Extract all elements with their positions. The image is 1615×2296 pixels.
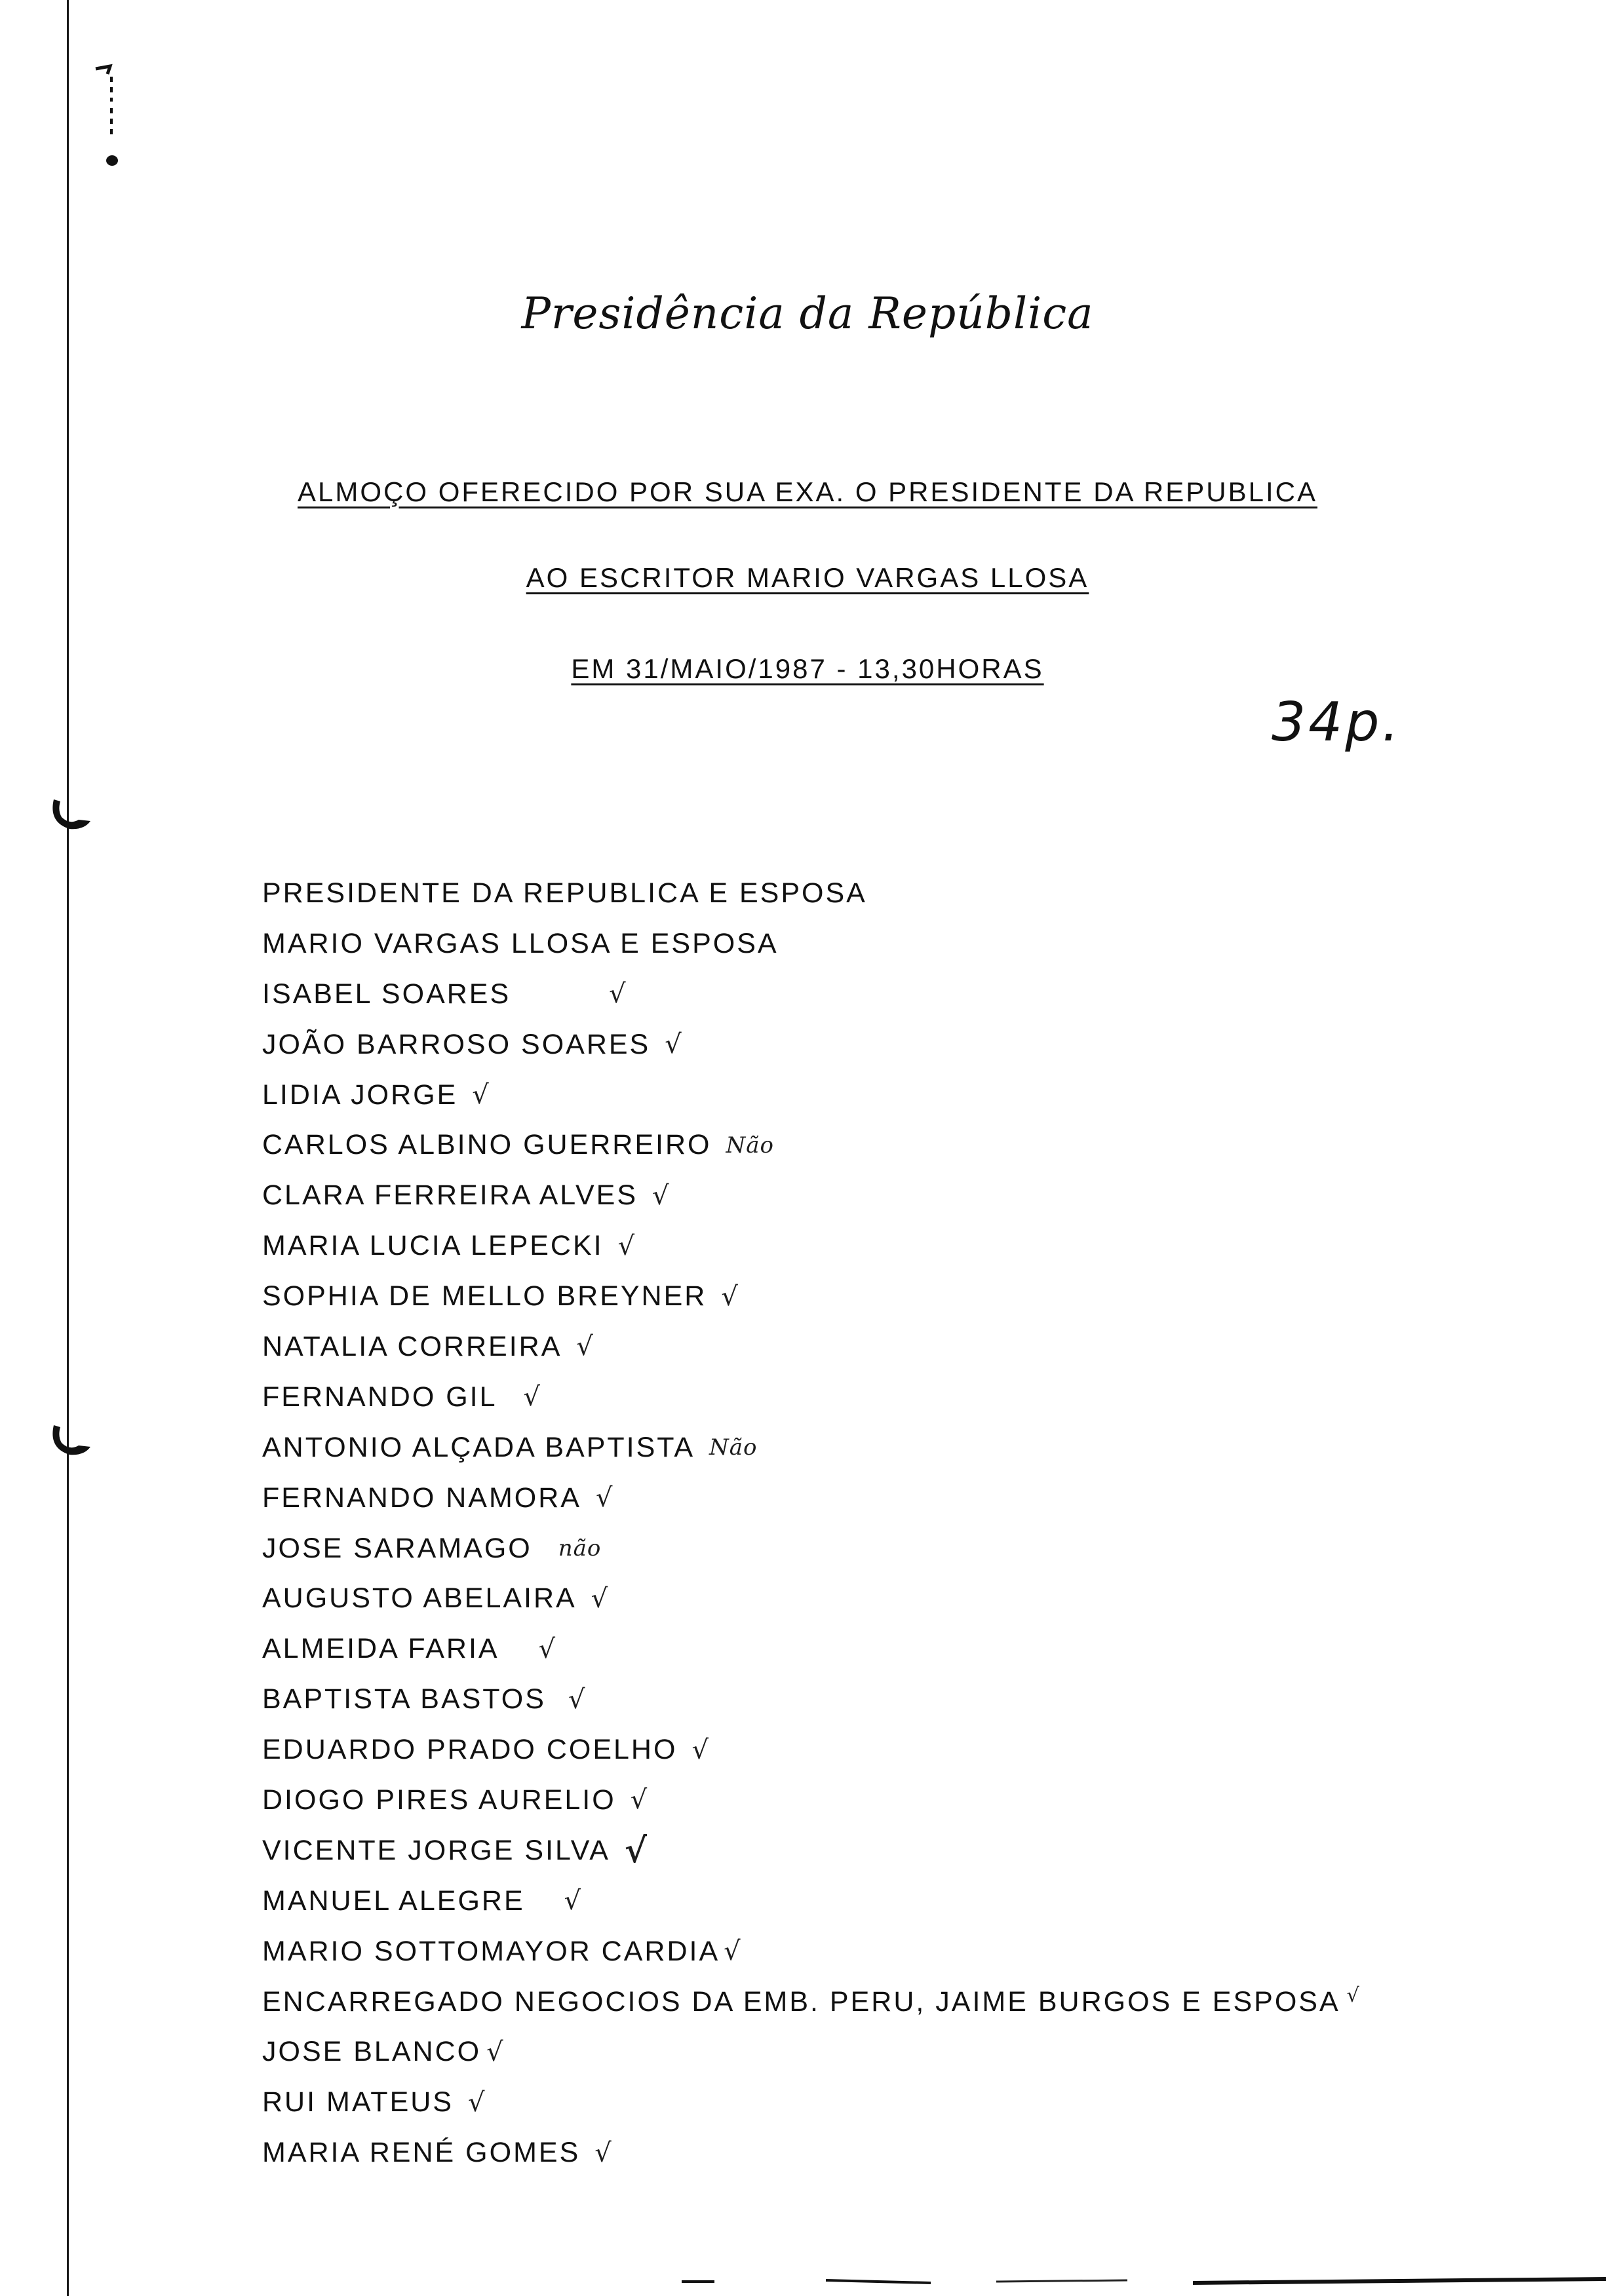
guest-row <box>262 1977 1508 2027</box>
guest-name: FERNANDO GIL <box>262 1381 497 1413</box>
attendance-mark: √ <box>609 979 628 1010</box>
guest-name: PRESIDENTE DA REPUBLICA E ESPOSA <box>262 877 867 909</box>
attendance-mark: Não <box>709 1434 758 1461</box>
attendance-mark: √ <box>595 1483 615 1514</box>
guest-name: CARLOS ALBINO GUERREIRO <box>262 1129 712 1161</box>
attendance-mark: √ <box>630 1785 650 1816</box>
title-line-2-text: AO ESCRITOR MARIO VARGAS LLOSA <box>526 562 1089 593</box>
staple-mark-icon <box>90 62 130 174</box>
scan-edge-smudge <box>655 2274 1606 2287</box>
attendance-mark: √ <box>624 1830 650 1871</box>
guest-name: ANTONIO ALÇADA BAPTISTA <box>262 1431 695 1463</box>
guest-list <box>262 868 1508 2178</box>
guest-row <box>262 1826 1508 1876</box>
guest-row <box>262 1372 1508 1423</box>
attendance-mark: √ <box>472 1080 491 1110</box>
guest-row <box>262 1876 1508 1926</box>
attendance-mark: √ <box>724 1936 743 1967</box>
guest-name: MARIO VARGAS LLOSA E ESPOSA <box>262 927 779 959</box>
guest-row <box>262 2128 1508 2178</box>
guest-row <box>262 919 1508 969</box>
guest-name: MARIO SOTTOMAYOR CARDIA <box>262 1935 720 1967</box>
guest-name: ISABEL SOARES <box>262 978 511 1010</box>
guest-name: BAPTISTA BASTOS <box>262 1683 546 1715</box>
attendance-mark: √ <box>665 1029 684 1060</box>
attendance-mark: √ <box>576 1331 595 1362</box>
guest-name: CLARA FERREIRA ALVES <box>262 1179 638 1212</box>
page-left-edge-line <box>67 0 69 2296</box>
attendance-mark: √ <box>568 1684 587 1715</box>
guest-row <box>262 1523 1508 1574</box>
attendance-mark: não <box>558 1535 602 1562</box>
attendance-mark: √ <box>691 1734 710 1765</box>
guest-row <box>262 1775 1508 1826</box>
attendance-mark: √ <box>1346 1983 1361 2007</box>
guest-name: JOÃO BARROSO SOARES <box>262 1028 651 1060</box>
guest-row <box>262 1020 1508 1070</box>
guest-name: JOSE BLANCO <box>262 2036 482 2068</box>
guest-name: DIOGO PIRES AURELIO <box>262 1784 616 1816</box>
attendance-mark: Não <box>726 1132 774 1158</box>
handwritten-page-note: 34p. <box>1272 691 1402 754</box>
guest-name: JOSE SARAMAGO <box>262 1532 532 1564</box>
punch-hole-icon <box>46 1422 92 1461</box>
guest-row <box>262 1170 1508 1221</box>
guest-row <box>262 1070 1508 1120</box>
guest-row <box>262 1120 1508 1170</box>
guest-row <box>262 1624 1508 1674</box>
guest-name: MANUEL ALEGRE <box>262 1885 525 1917</box>
title-line-3 <box>0 653 1615 685</box>
attendance-mark: √ <box>523 1382 543 1413</box>
attendance-mark: √ <box>591 1583 610 1614</box>
title-line-2 <box>0 562 1615 594</box>
title-line-1-text: ALMOÇO OFERECIDO POR SUA EXA. O PRESIDENTE DA REPUBLICA <box>298 476 1317 507</box>
guest-name: EDUARDO PRADO COELHO <box>262 1734 678 1766</box>
title-line-3-text: EM 31/MAIO/1987 - 13,30HORAS <box>571 653 1044 684</box>
attendance-mark: √ <box>594 2137 613 2168</box>
guest-row <box>262 1725 1508 1775</box>
attendance-mark: √ <box>721 1281 740 1312</box>
guest-row <box>262 969 1508 1020</box>
attendance-mark: √ <box>538 1634 558 1664</box>
attendance-mark: √ <box>564 1886 583 1917</box>
guest-row <box>262 1926 1508 1977</box>
guest-row <box>262 1221 1508 1271</box>
title-line-1 <box>0 476 1615 508</box>
attendance-mark: √ <box>652 1180 671 1211</box>
guest-name: SOPHIA DE MELLO BREYNER <box>262 1280 707 1312</box>
letterhead: Presidência da República <box>521 288 1094 339</box>
guest-name: ALMEIDA FARIA <box>262 1633 499 1665</box>
guest-name: MARIA RENÉ GOMES <box>262 2137 581 2169</box>
guest-row <box>262 1473 1508 1523</box>
guest-row <box>262 1423 1508 1473</box>
guest-name: RUI MATEUS <box>262 2086 454 2118</box>
attendance-mark: √ <box>468 2087 487 2118</box>
guest-row <box>262 1573 1508 1624</box>
guest-name: ENCARREGADO NEGOCIOS DA EMB. PERU, JAIME BURGOS E ESPOSA <box>262 1985 1340 2018</box>
attendance-mark: √ <box>486 2037 505 2067</box>
attendance-mark: √ <box>617 1231 637 1261</box>
guest-row <box>262 2027 1508 2077</box>
guest-name: AUGUSTO ABELAIRA <box>262 1582 577 1615</box>
guest-name: MARIA LUCIA LEPECKI <box>262 1230 604 1262</box>
guest-row <box>262 1271 1508 1322</box>
guest-name: FERNANDO NAMORA <box>262 1482 581 1514</box>
guest-row <box>262 1674 1508 1725</box>
guest-name: LIDIA JORGE <box>262 1079 458 1111</box>
guest-row <box>262 868 1508 919</box>
guest-name: VICENTE JORGE SILVA <box>262 1834 610 1866</box>
guest-name: NATALIA CORREIRA <box>262 1330 562 1362</box>
guest-row <box>262 2077 1508 2128</box>
punch-hole-icon <box>46 796 92 835</box>
guest-row <box>262 1322 1508 1372</box>
